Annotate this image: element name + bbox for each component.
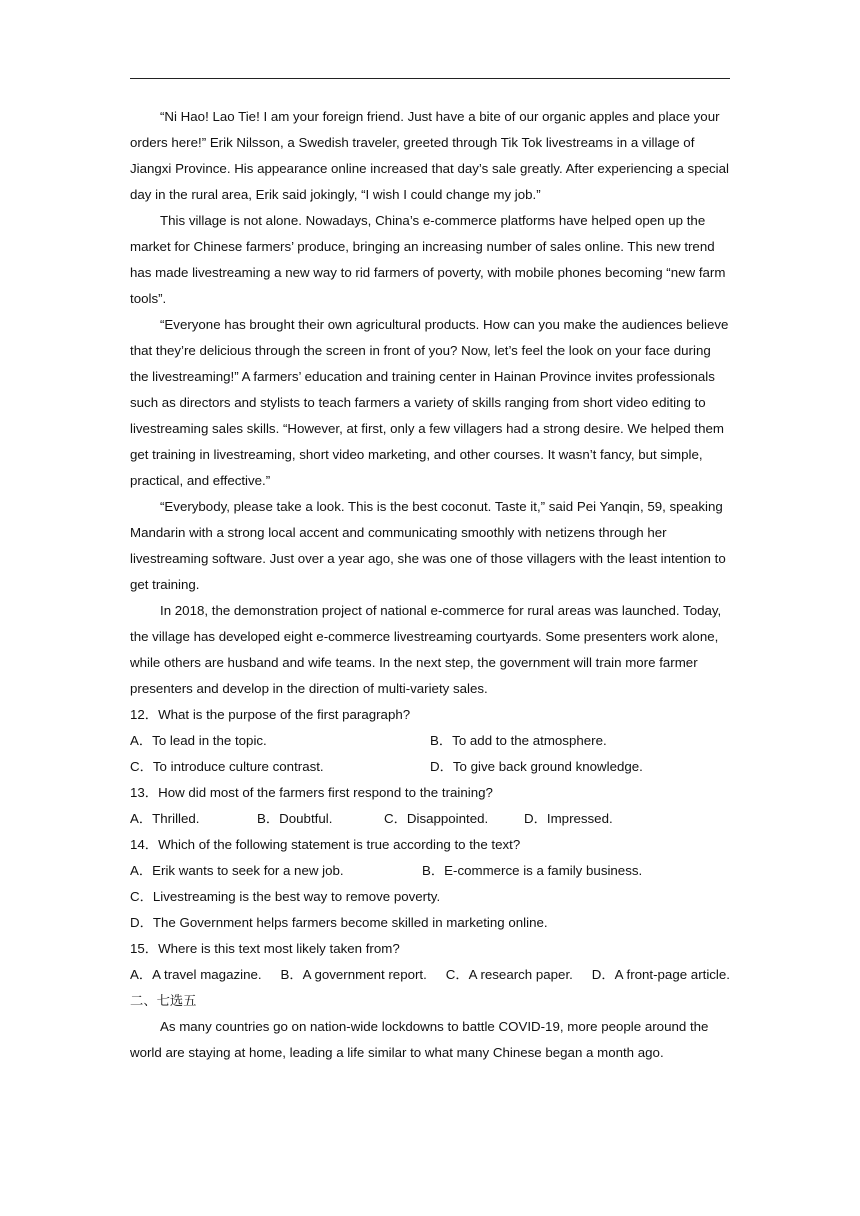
question-13-option-a: A．Thrilled. (130, 811, 200, 826)
question-12-options-row-2 (130, 754, 730, 780)
document-body (130, 104, 730, 1066)
question-15-option-b: B．A government report. (280, 967, 427, 982)
question-12-options-row-1 (130, 728, 730, 754)
section-intro-paragraph: As many countries go on nation-wide lockdowns to battle COVID-19, more people around the world are staying at home, leading a life similar to what many Chinese began a month ago. (130, 1019, 709, 1060)
question-14-option-b: B．E-commerce is a family business. (422, 863, 643, 878)
header-rule (130, 78, 730, 79)
passage-paragraph-3: “Everyone has brought their own agricultural products. How can you make the audiences believe that they’re delicious through the screen in front of you? Now, let’s feel the look on your face during the livestreaming!” A farmers’ education and training center in Hainan Province invites professionals such as directors and stylists to teach farmers a variety of skills ranging from short video editing to livestreaming sales skills. “However, at first, only a few villagers had a strong desire. We helped them get training in livestreaming, short video marketing, and other courses. It wasn’t fancy, but simple, practical, and effective.” (130, 317, 729, 488)
question-13-option-d: D．Impressed. (524, 811, 613, 826)
passage-paragraph-1: “Ni Hao! Lao Tie! I am your foreign friend. Just have a bite of our organic apples and place your orders here!” Erik Nilsson, a Swedish traveler, greeted through Tik Tok livestreams in a village of Jiangxi Province. His appearance online increased that day’s sale greatly. After experiencing a special day in the rural area, Erik said jokingly, “I wish I could change my job.” (130, 109, 729, 202)
question-14-options-row-1 (130, 858, 730, 884)
question-15-option-c: C．A research paper. (445, 967, 573, 982)
question-14-option-c: C．Livestreaming is the best way to remove poverty. (130, 889, 441, 904)
question-15-option-a: A．A travel magazine. (130, 967, 262, 982)
question-13-options (130, 806, 730, 832)
question-12-option-d: D．To give back ground knowledge. (430, 759, 643, 774)
question-14-option-d: D．The Government helps farmers become skilled in marketing online. (130, 915, 548, 930)
question-13-stem: 13．How did most of the farmers first respond to the training? (130, 785, 493, 800)
question-12-option-a: A．To lead in the topic. (130, 733, 267, 748)
question-15-options (130, 962, 730, 988)
passage-paragraph-2: This village is not alone. Nowadays, China’s e-commerce platforms have helped open up the market for Chinese farmers’ produce, bringing an increasing number of sales online. This new trend has made livestreaming a new way to rid farmers of poverty, with mobile phones becoming “new farm tools”. (130, 213, 726, 306)
passage-paragraph-5: In 2018, the demonstration project of national e-commerce for rural areas was launched. Today, the village has developed eight e-commerce livestreaming courtyards. Some presenters work alone, while others are husband and wife teams. In the next step, the government will train more farmer presenters and develop in the direction of multi-variety sales. (130, 603, 722, 696)
question-13-option-c: C．Disappointed. (384, 811, 489, 826)
passage-paragraph-4: “Everybody, please take a look. This is the best coconut. Taste it,” said Pei Yanqin, 59, speaking Mandarin with a strong local accent and communicating smoothly with netizens through her livestreaming software. Just over a year ago, she was one of those villagers with the least intention to get training. (130, 499, 726, 592)
question-14-option-a: A．Erik wants to seek for a new job. (130, 863, 344, 878)
section-heading: 二、七选五 (130, 993, 197, 1008)
question-15-option-d: D．A front-page article. (591, 967, 730, 982)
question-15-stem: 15．Where is this text most likely taken from? (130, 941, 400, 956)
question-12-option-b: B．To add to the atmosphere. (430, 733, 607, 748)
question-14-stem: 14．Which of the following statement is true according to the text? (130, 837, 521, 852)
question-12-option-c: C．To introduce culture contrast. (130, 759, 324, 774)
question-13-option-b: B．Doubtful. (257, 811, 333, 826)
question-12-stem: 12．What is the purpose of the first paragraph? (130, 707, 411, 722)
